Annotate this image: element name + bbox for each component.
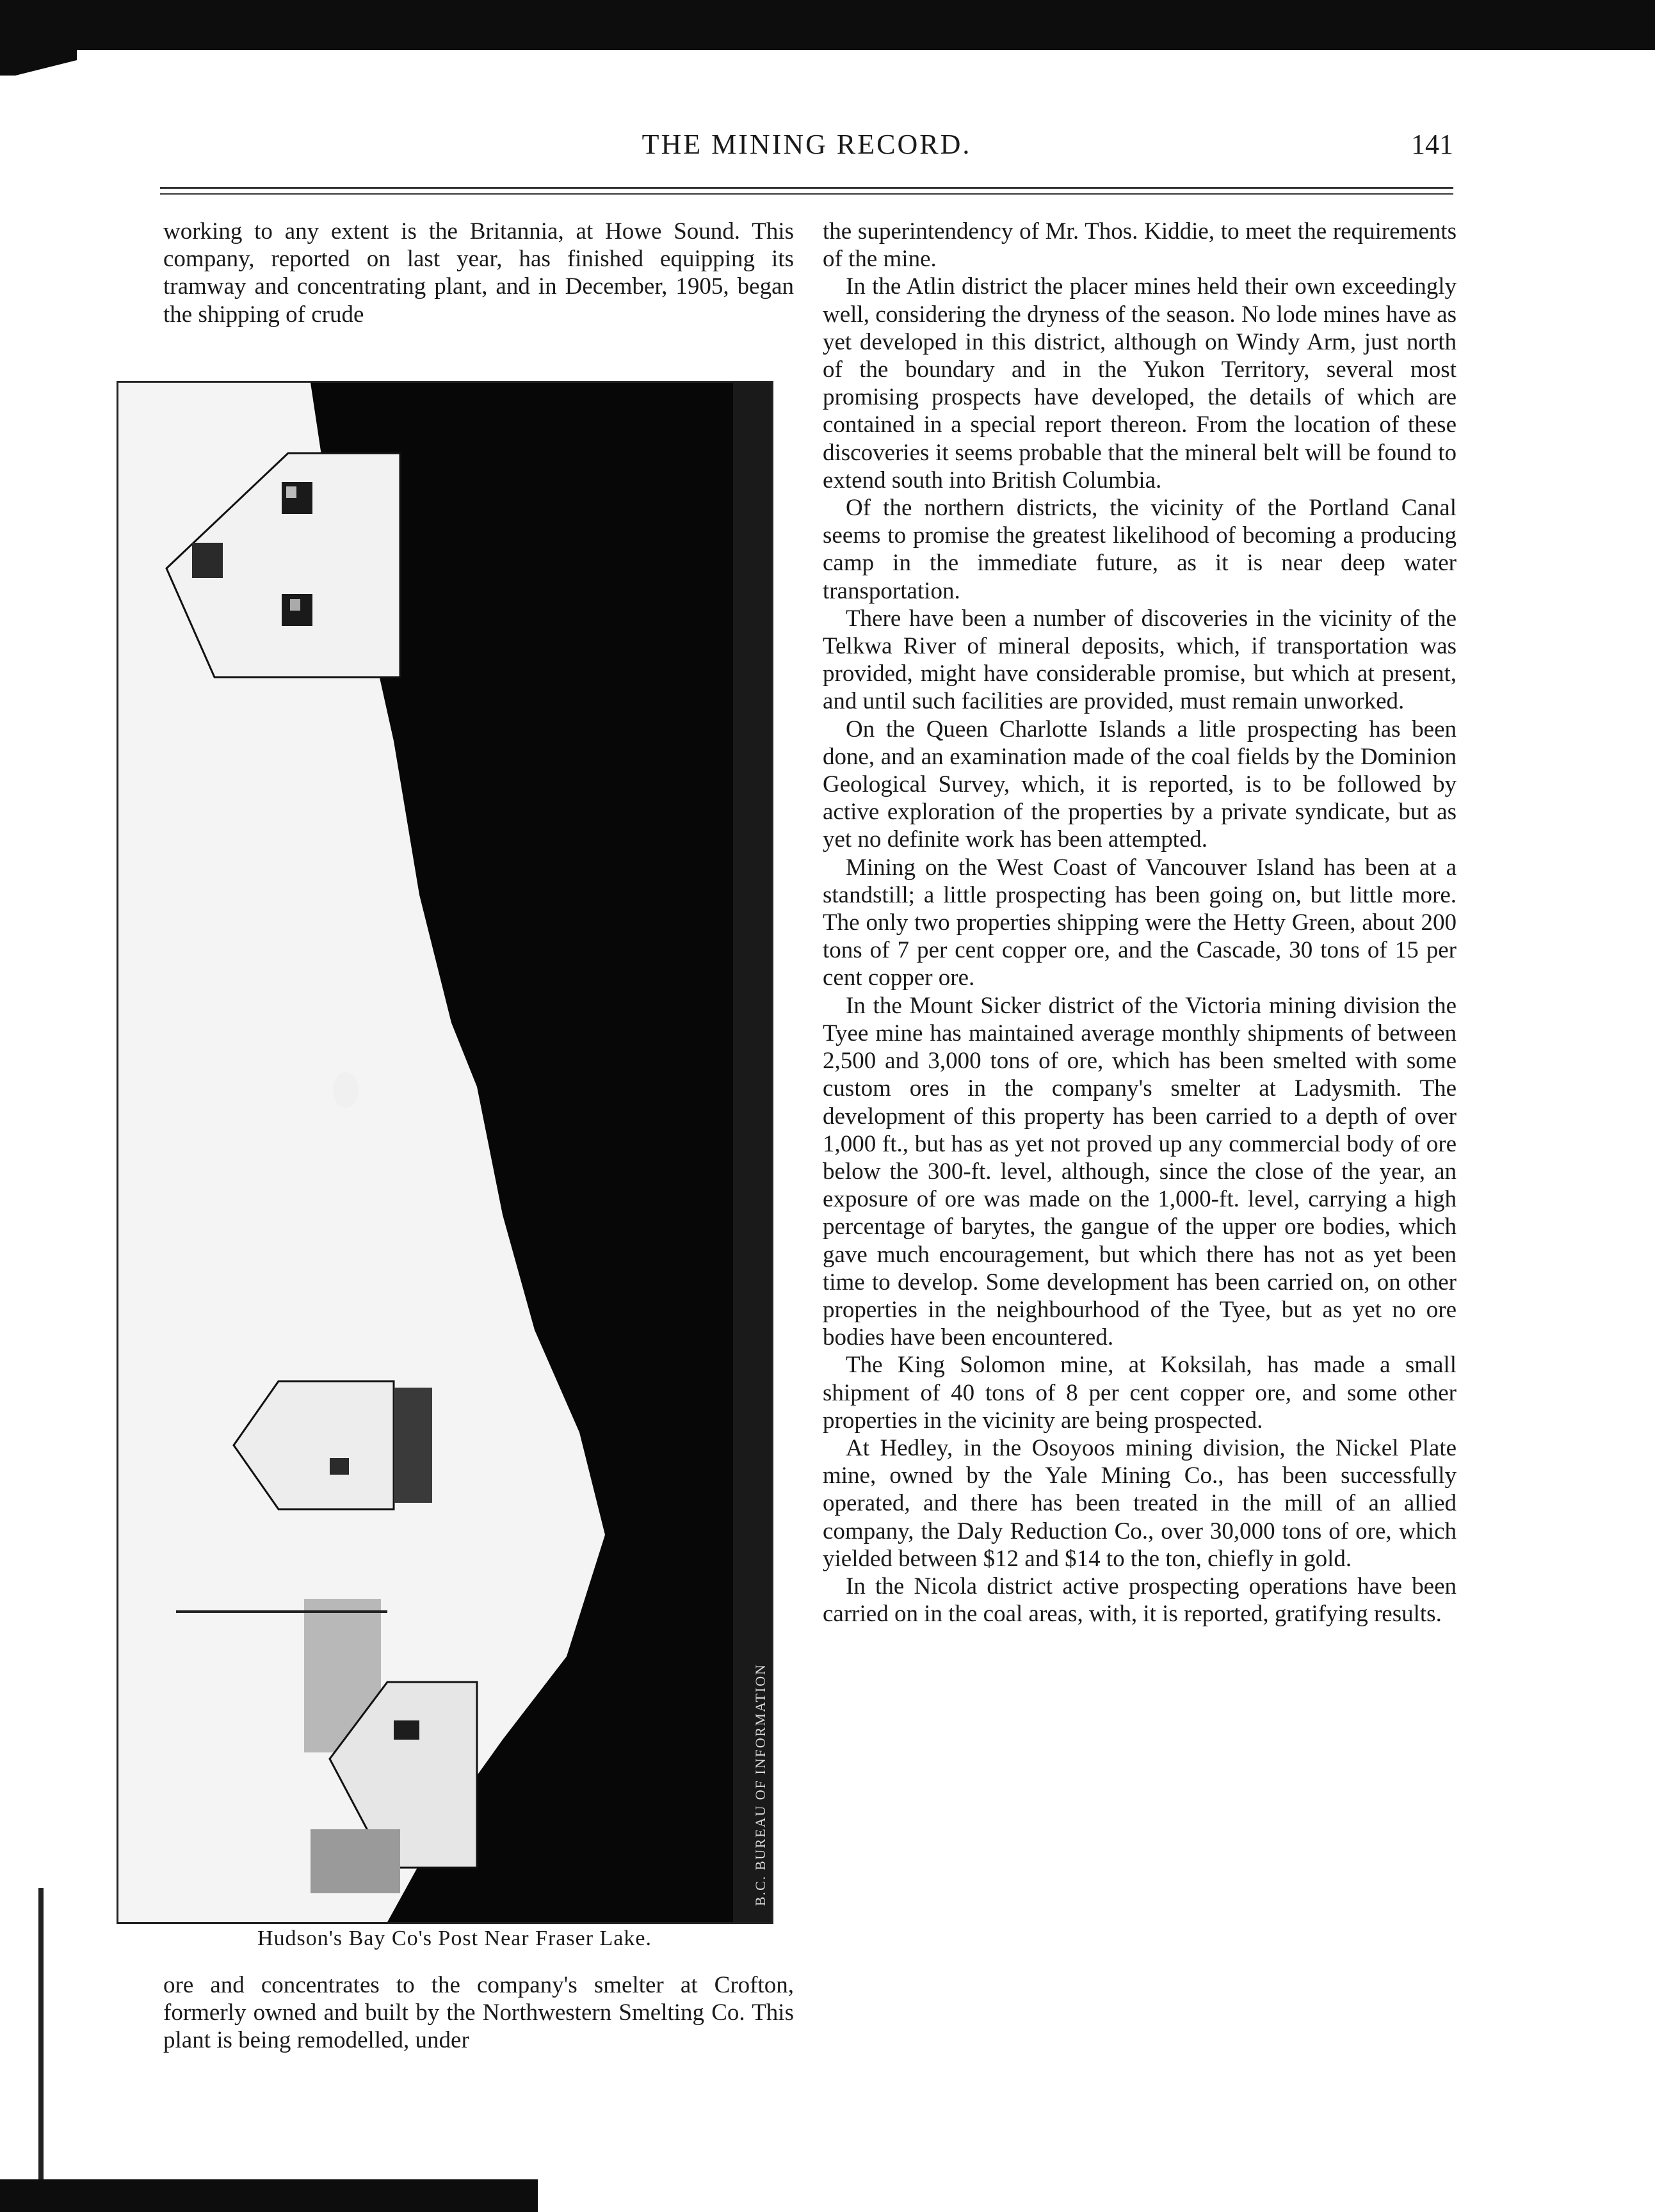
left-column-top bbox=[163, 218, 794, 328]
paragraph: working to any extent is the Britannia, at Howe Sound. This company, reported on last year, has finished equipping its tramway and concentrating plant, and in December, 1905, began the shipping of crude bbox=[163, 218, 794, 328]
header-rule bbox=[160, 187, 1453, 189]
right-column bbox=[823, 218, 1457, 1628]
photo-illustration bbox=[118, 383, 771, 1922]
paragraph: In the Atlin district the placer mines held their own exceedingly well, considering the dryness of the season. No lode mines have as yet developed in this district, although on Windy Arm, just north of the boundary and in the Yukon Territory, several most promising prospects have developed, the details of which are contained in a special report thereon. From the location of these discoveries it seems probable that the mineral belt will be found to extend south into British Columbia. bbox=[823, 273, 1457, 493]
paragraph: the superintendency of Mr. Thos. Kiddie, to meet the requirements of the mine. bbox=[823, 218, 1457, 273]
scan-edge-top bbox=[0, 0, 1655, 50]
paragraph: At Hedley, in the Osoyoos mining division, the Nickel Plate mine, owned by the Yale Mining Co., has been successfully operated, and there has been treated in the mill of an allied company, the Daly Reduction Co., over 30,000 tons of ore, which yielded between $12 and $14 to the ton, chiefly in gold. bbox=[823, 1434, 1457, 1572]
paragraph: On the Queen Charlotte Islands a litle prospecting has been done, and an examination made of the coal fields by the Dominion Geological Survey, which, it is reported, is to be followed by active exploration of the properties by a private syndicate, but as yet no definite work has been attempted. bbox=[823, 716, 1457, 853]
scan-edge-left bbox=[38, 1888, 44, 2183]
paragraph: ore and concentrates to the company's smelter at Crofton, formerly owned and built by the Northwestern Smelting Co. This plant is being remodelled, under bbox=[163, 1972, 794, 2054]
left-column-bottom bbox=[163, 1971, 794, 2055]
paragraph: Mining on the West Coast of Vancouver Island has been at a standstill; a little prospecting has been going on, but little more. The only two properties shipping were the Hetty Green, about 200 tons of 7 per cent copper ore, and the Cascade, 30 tons of 15 per cent copper ore. bbox=[823, 854, 1457, 991]
figure-caption: Hudson's Bay Co's Post Near Fraser Lake. bbox=[257, 1927, 652, 1950]
paragraph: In the Nicola district active prospecting operations have been carried on in the coal areas, with, it is reported, gratifying results. bbox=[823, 1573, 1457, 1628]
paragraph: The King Solomon mine, at Koksilah, has made a small shipment of 40 tons of 8 per cent copper ore, and some other properties in the vicinity are being prospected. bbox=[823, 1352, 1457, 1434]
header-rule-double bbox=[160, 193, 1453, 195]
scan-edge-corner bbox=[0, 50, 77, 76]
paragraph: In the Mount Sicker district of the Victoria mining division the Tyee mine has maintained average monthly shipments of between 2,500 and 3,000 tons of ore, which has been smelted with some custom ores in the company's smelter at Ladysmith. The development of this property has been carried to a depth of over 1,000 ft., but has as yet not proved up any commercial body of ore below the 300-ft. level, although, since the close of the year, an exposure of ore was made on the 1,000-ft. level, carrying a high percentage of barytes, the gangue of the upper ore bodies, which gave much encouragement, but which there has not as yet been time to develop. Some development has been carried on, on other properties in the neighbourhood of the Tyee, but as yet no ore bodies have been encountered. bbox=[823, 992, 1457, 1351]
running-title: THE MINING RECORD. bbox=[642, 129, 972, 160]
paragraph: There have been a number of discoveries in the vicinity of the Telkwa River of mineral deposits, which, if transportation was provided, might have considerable promise, but which at present, and until such facilities are provided, must remain unworked. bbox=[823, 605, 1457, 715]
scan-edge-bottom bbox=[0, 2179, 538, 2212]
photo-credit: B.C. BUREAU OF INFORMATION bbox=[752, 1663, 768, 1906]
page-number: 141 bbox=[1411, 129, 1453, 160]
paragraph: Of the northern districts, the vicinity of the Portland Canal seems to promise the greatest likelihood of becoming a producing camp in the immediate future, as it is near deep water transportation. bbox=[823, 495, 1457, 604]
running-head bbox=[160, 128, 1453, 179]
figure-photo bbox=[117, 381, 773, 1924]
